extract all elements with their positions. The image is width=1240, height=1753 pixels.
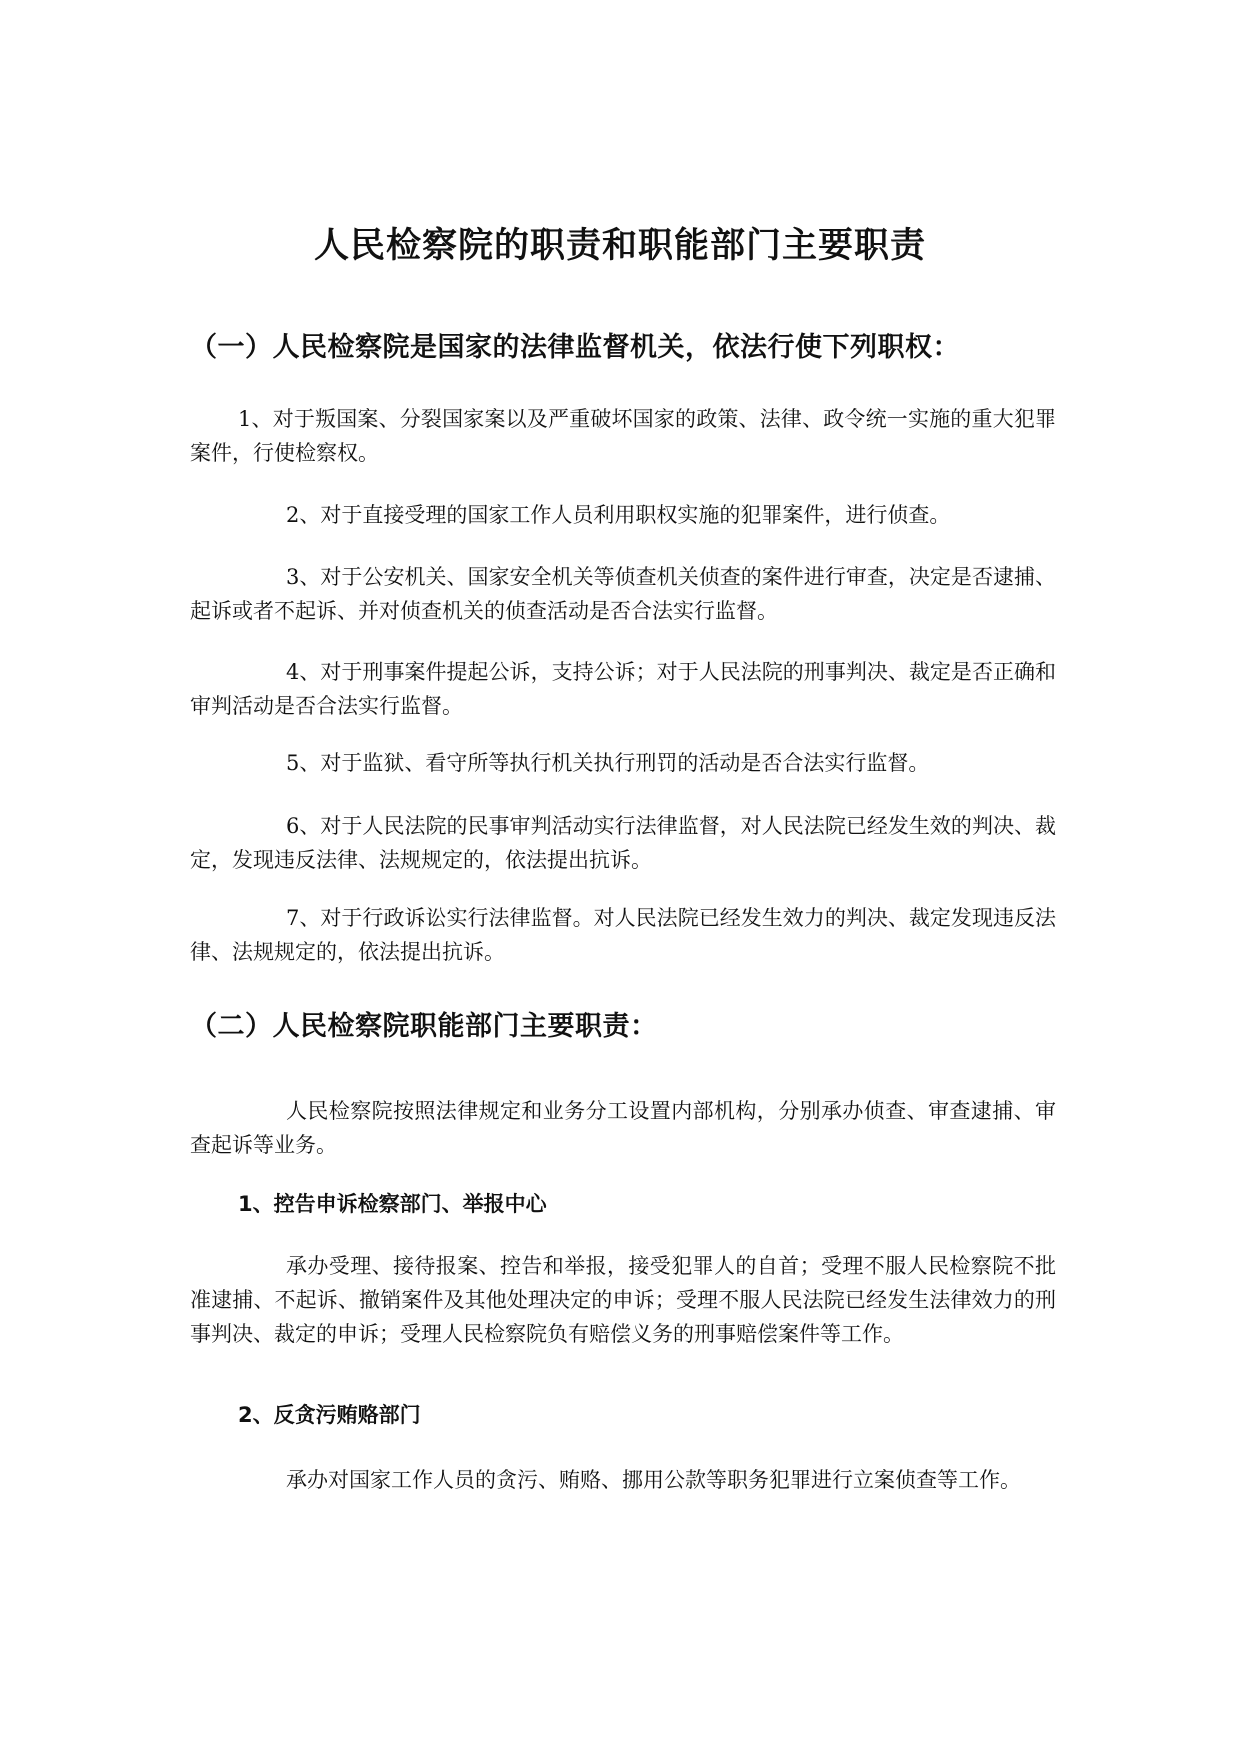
department-1-heading: 1、控告申诉检察部门、举报中心 <box>238 1192 547 1216</box>
section-1-heading: （一）人民检察院是国家的法律监督机关，依法行使下列职权： <box>190 332 960 363</box>
department-1-text: 承办受理、接待报案、控告和举报，接受犯罪人的自首；受理不服人民检察院不批准逮捕、不起诉、撤销案件及其他处理决定的申诉；受理不服人民法院已经发生法律效力的刑事判决、裁定的申诉；受理人民检察院负有赔偿义务的刑事赔偿案件等工作。 <box>190 1254 1056 1346</box>
department-2-heading: 2、反贪污贿赂部门 <box>238 1403 421 1427</box>
section-1-item-1: 1、对于叛国案、分裂国家案以及严重破坏国家的政策、法律、政令统一实施的重大犯罪案件，行使检察权。 <box>190 407 1056 465</box>
section-1-item-7: 7、对于行政诉讼实行法律监督。对人民法院已经发生效力的判决、裁定发现违反法律、法规规定的，依法提出抗诉。 <box>190 906 1056 964</box>
department-2-text: 承办对国家工作人员的贪污、贿赂、挪用公款等职务犯罪进行立案侦查等工作。 <box>286 1468 1021 1492</box>
document-title: 人民检察院的职责和职能部门主要职责 <box>313 226 926 266</box>
section-1-item-5: 5、对于监狱、看守所等执行机关执行刑罚的活动是否合法实行监督。 <box>286 751 930 775</box>
section-1-item-6: 6、对于人民法院的民事审判活动实行法律监督，对人民法院已经发生效的判决、裁定，发现违反法律、法规规定的，依法提出抗诉。 <box>190 814 1056 872</box>
section-1-item-4: 4、对于刑事案件提起公诉，支持公诉；对于人民法院的刑事判决、裁定是否正确和审判活动是否合法实行监督。 <box>190 660 1056 718</box>
section-2-intro: 人民检察院按照法律规定和业务分工设置内部机构，分别承办侦查、审查逮捕、审查起诉等业务。 <box>190 1099 1056 1157</box>
section-2-heading: （二）人民检察院职能部门主要职责： <box>190 1011 658 1042</box>
section-1-item-3: 3、对于公安机关、国家安全机关等侦查机关侦查的案件进行审查，决定是否逮捕、起诉或者不起诉、并对侦查机关的侦查活动是否合法实行监督。 <box>190 565 1056 623</box>
section-1-item-2: 2、对于直接受理的国家工作人员利用职权实施的犯罪案件，进行侦查。 <box>286 503 951 527</box>
